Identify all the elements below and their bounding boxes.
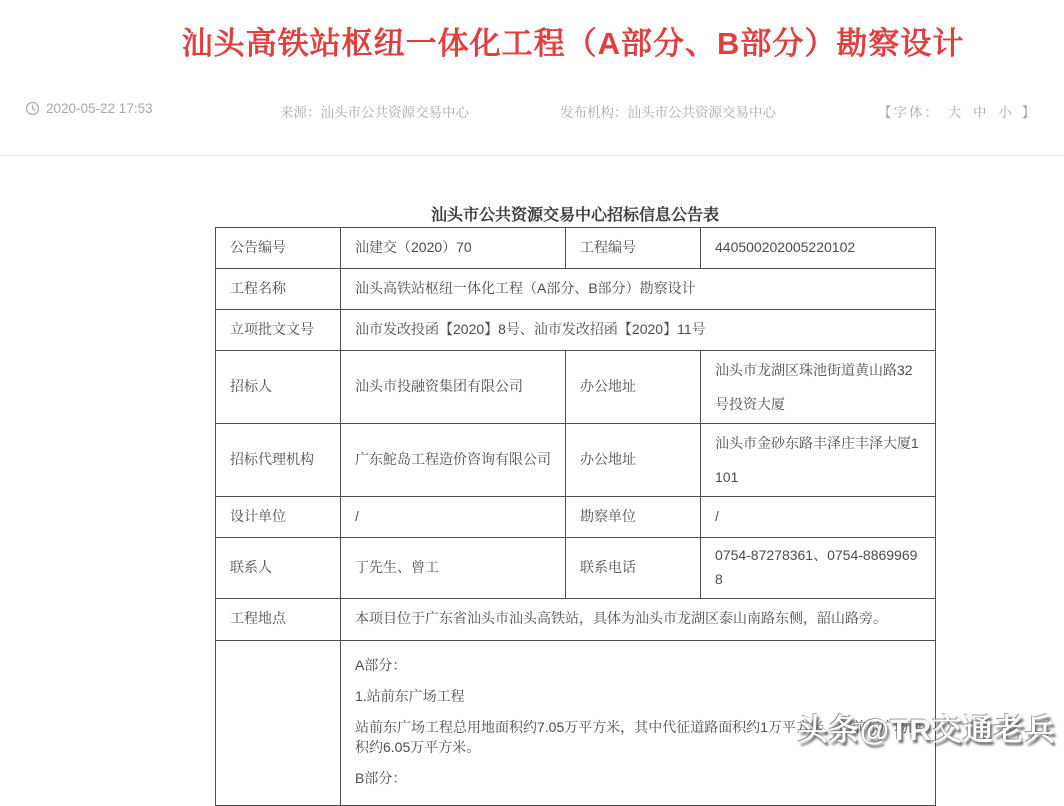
field-value: 本项目位于广东省汕头市汕头高铁站，具体为汕头市龙湖区泰山南路东侧，韶山路旁。: [341, 598, 936, 640]
field-label: 工程地点: [216, 598, 341, 640]
watermark: 头条@TR交通老兵: [797, 714, 1056, 747]
field-label: 工程编号: [566, 228, 701, 269]
field-value: /: [341, 497, 566, 538]
field-label: 工程名称: [216, 269, 341, 310]
field-value: 汕市发改投函【2020】8号、汕市发改招函【2020】11号: [341, 310, 936, 351]
clock-icon: [25, 101, 40, 116]
scope-line: 站前东广场工程总用地面积约7.05万平方米，其中代征道路面积约1万平方米，站前东广场面积约6.05万平方米。: [355, 718, 923, 755]
field-value: 0754-87278361、0754-88699698: [701, 538, 936, 599]
scope-line: B部分：: [355, 769, 407, 786]
field-label: 立项批文文号: [216, 310, 341, 351]
field-label: 办公地址: [566, 424, 701, 497]
field-value: 广东鮀岛工程造价咨询有限公司: [341, 424, 566, 497]
font-size-prefix: 【字体：: [878, 105, 940, 120]
table-row: [216, 351, 936, 424]
field-value: /: [701, 497, 936, 538]
field-label: 联系电话: [566, 538, 701, 599]
field-value: 440500202005220102: [701, 228, 936, 269]
table-row: [216, 228, 936, 269]
field-label: 勘察单位: [566, 497, 701, 538]
field-label: 招标代理机构: [216, 424, 341, 497]
field-label: 公告编号: [216, 228, 341, 269]
field-label: 招标人: [216, 351, 341, 424]
field-value: 汕建交（2020）70: [341, 228, 566, 269]
publisher-label: 发布机构：汕头市公共资源交易中心: [560, 105, 776, 120]
header-divider: [0, 155, 1064, 156]
table-row: [216, 310, 936, 351]
font-size-suffix: 】: [1021, 105, 1038, 120]
font-size-widget: [878, 101, 1037, 121]
field-label: 设计单位: [216, 497, 341, 538]
field-value: 汕头市金砂东路丰泽庄丰泽大厦1101: [701, 424, 936, 497]
field-label: [216, 640, 341, 805]
field-label: 联系人: [216, 538, 341, 599]
field-value: 丁先生、曾工: [341, 538, 566, 599]
field-value: 汕头市投融资集团有限公司: [341, 351, 566, 424]
scope-line: A部分：: [355, 656, 407, 673]
table-row: [216, 598, 936, 640]
meta-bar: [0, 101, 1064, 123]
table-title: 汕头市公共资源交易中心招标信息公告表: [430, 207, 719, 224]
field-label: 办公地址: [566, 351, 701, 424]
table-row: [216, 424, 936, 497]
table-row: [216, 538, 936, 599]
publish-time-text: 2020-05-22 17:53: [46, 101, 153, 116]
font-size-large-button[interactable]: 大: [947, 105, 964, 120]
field-value: 汕头高铁站枢纽一体化工程（A部分、B部分）勘察设计: [341, 269, 936, 310]
field-value: 汕头市龙湖区珠池街道黄山路32号投资大厦: [701, 351, 936, 424]
font-size-medium-button[interactable]: 中: [973, 105, 989, 120]
font-size-small-button[interactable]: 小: [998, 105, 1014, 120]
table-row: [216, 497, 936, 538]
page-title: 汕头高铁站枢纽一体化工程（A部分、B部分）勘察设计: [181, 26, 965, 61]
publish-time: [25, 101, 153, 116]
scope-line: 1.站前东广场工程: [355, 687, 465, 704]
table-row: [216, 269, 936, 310]
source-label: 来源：汕头市公共资源交易中心: [280, 105, 469, 120]
